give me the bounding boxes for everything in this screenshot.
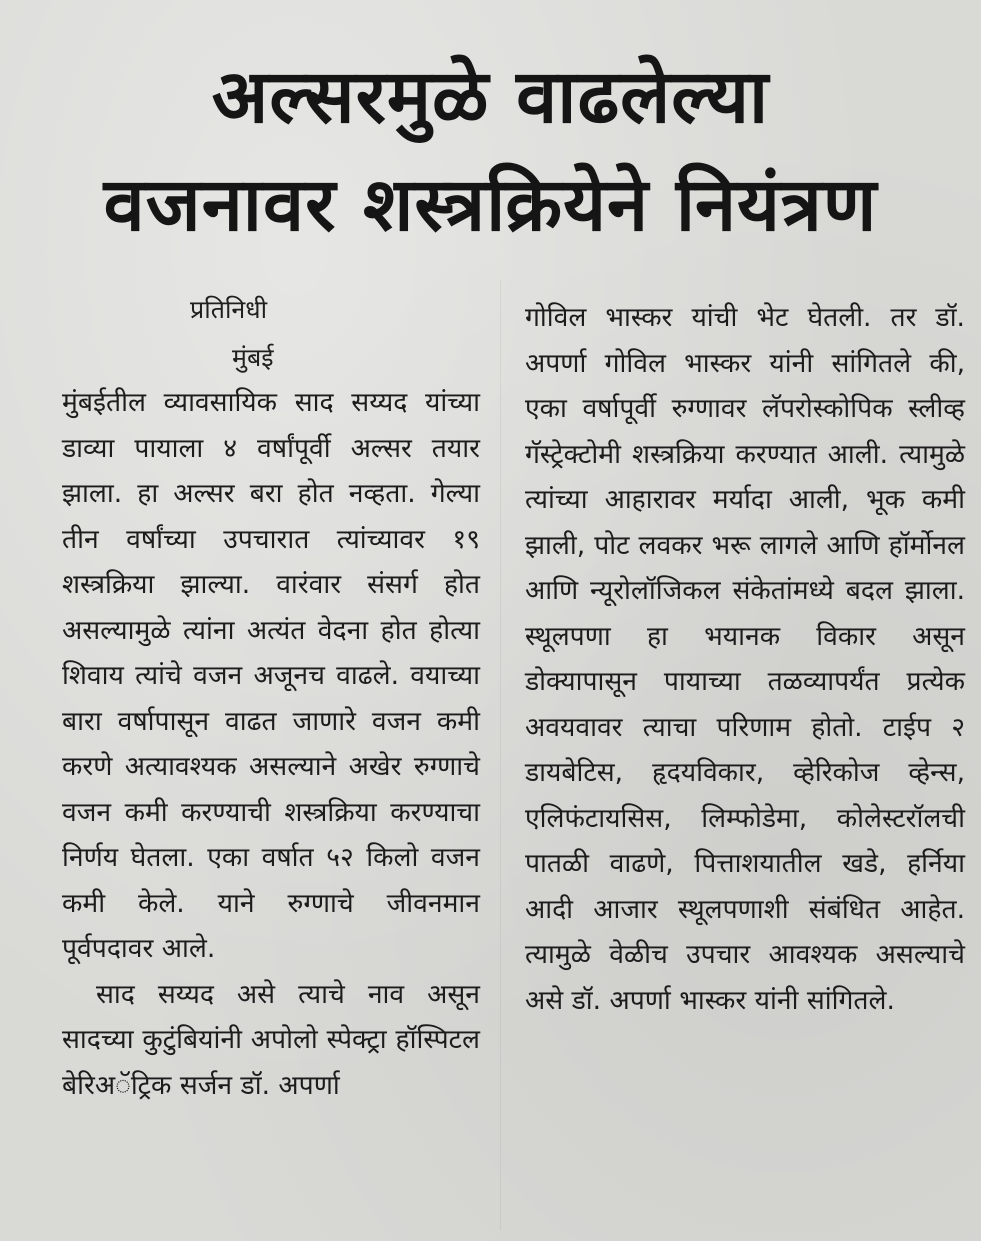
column-gutter (500, 280, 501, 1230)
article-paragraph-3: गोविल भास्कर यांची भेट घेतली. तर डॉ. अपर्णा गोविल भास्कर यांनी सांगितले की, एका वर्षापूर्वी रुग्णावर लॅपरोस्कोपिक स्लीव्ह गॅस्ट्रेक्टोमी शस्त्रक्रिया करण्यात आली. त्यामुळे त्यांच्या आहारावर मर्यादा आली, भूक कमी झाली, पोट लवकर भरू लागले आणि हॉर्मोनल आणि न्यूरोलॉजिकल संकेतांमध्ये बदल झाला. स्थूलपणा हा भयानक विकार असून डोक्यापासून पायाच्या तळव्यापर्यंत प्रत्येक अवयवावर त्याचा परिणाम होतो. टाईप २ डायबेटिस, हृदयविकार, व्हेरिकोज व्हेन्स, एलिफंटायसिस, लिम्फोडेमा, कोलेस्टरॉलची पातळी वाढणे, पित्ताशयातील खडे, हर्निया आदी आजार स्थूलपणाशी संबंधित आहेत. त्यामुळे वेळीच उपचार आवश्यक असल्याचे असे डॉ. अपर्णा भास्कर यांनी सांगितले. (525, 302, 965, 1016)
article-paragraph-1: मुंबईतील व्यावसायिक साद सय्यद यांच्या डाव्या पायाला ४ वर्षांपूर्वी अल्सर तयार झाला. हा अल्सर बरा होत नव्हता. गेल्या तीन वर्षांच्या उपचारात त्यांच्यावर १९ शस्त्रक्रिया झाल्या. वारंवार संसर्ग होत असल्यामुळे त्यांना अत्यंत वेदना होत होत्या शिवाय त्यांचे वजन अजूनच वाढले. वयाच्या बारा वर्षापासून वाढत जाणारे वजन कमी करणे अत्यावश्यक असल्याने अखेर रुग्णाचे वजन कमी करण्याची शस्त्रक्रिया करण्याचा निर्णय घेतला. एका वर्षात ५२ किलो वजन कमी केले. याने रुग्णाचे जीवनमान पूर्वपदावर आले. (62, 387, 480, 964)
byline-reporter: प्रतिनिधी (190, 295, 268, 324)
headline-line-1: अल्सरमुळे वाढलेल्या (211, 54, 770, 140)
article-paragraph-2: साद सय्यद असे त्याचे नाव असून सादच्या कुटुंबियांनी अपोलो स्पेक्ट्रा हॉस्पिटल बेरिअॅट्रिक सर्जन डॉ. अपर्णा (62, 978, 480, 1101)
byline-city: मुंबई (232, 343, 274, 372)
article-column-left (62, 380, 480, 1108)
headline-line-2: वजनावर शस्त्रक्रियेने नियंत्रण (103, 162, 878, 248)
article-column-right (525, 295, 965, 1023)
